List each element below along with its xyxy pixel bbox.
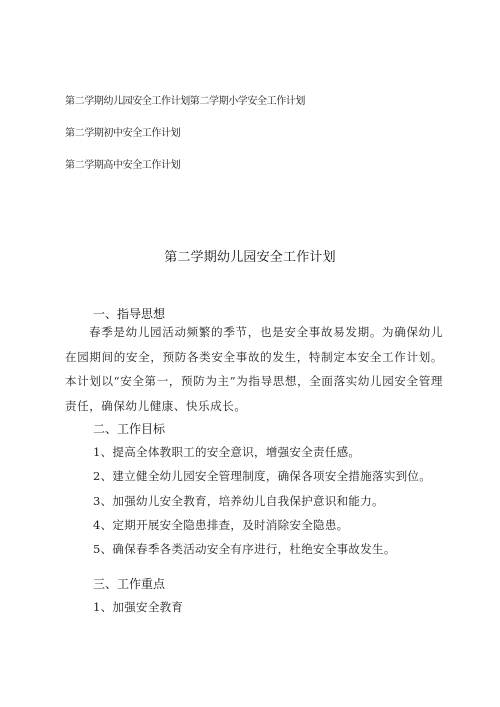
table-of-contents xyxy=(65,95,305,191)
goal-item: 2、建立健全幼儿园安全管理制度，确保各项安全措施落实到位。 xyxy=(93,469,432,483)
document-title: 第二学期幼儿园安全工作计划 xyxy=(164,250,336,265)
goal-item: 1、提高全体教职工的安全意识，增强安全责任感。 xyxy=(93,445,361,459)
goal-item: 4、定期开展安全隐患排查，及时消除安全隐患。 xyxy=(93,518,349,532)
toc-entry[interactable]: 第二学期高中安全工作计划 xyxy=(65,160,181,171)
goal-item: 5、确保春季各类活动安全有序进行，杜绝安全事故发生。 xyxy=(93,542,396,556)
focus-item: 1、加强安全教育 xyxy=(93,600,184,614)
toc-entry[interactable]: 第二学期幼儿园安全工作计划第二学期小学安全工作计划 xyxy=(65,96,305,107)
section-heading-work-focus: 三、工作重点 xyxy=(93,577,166,591)
goal-item: 3、加强幼儿安全教育，培养幼儿自我保护意识和能力。 xyxy=(93,494,384,508)
toc-entry[interactable]: 第二学期初中安全工作计划 xyxy=(65,128,181,139)
section-heading-work-goals: 二、工作目标 xyxy=(93,422,166,436)
section-heading-guiding-principle: 一、指导思想 xyxy=(93,307,166,321)
guiding-principle-paragraph: 春季是幼儿园活动频繁的季节，也是安全事故易发期。为确保幼儿在园期间的安全，预防各类安全事故的发生，特制定本安全工作计划。本计划以“安全第一，预防为主”为指导思想，全面落实幼儿园安全管理责任，确保幼儿健康、快乐成长。 xyxy=(65,325,443,413)
